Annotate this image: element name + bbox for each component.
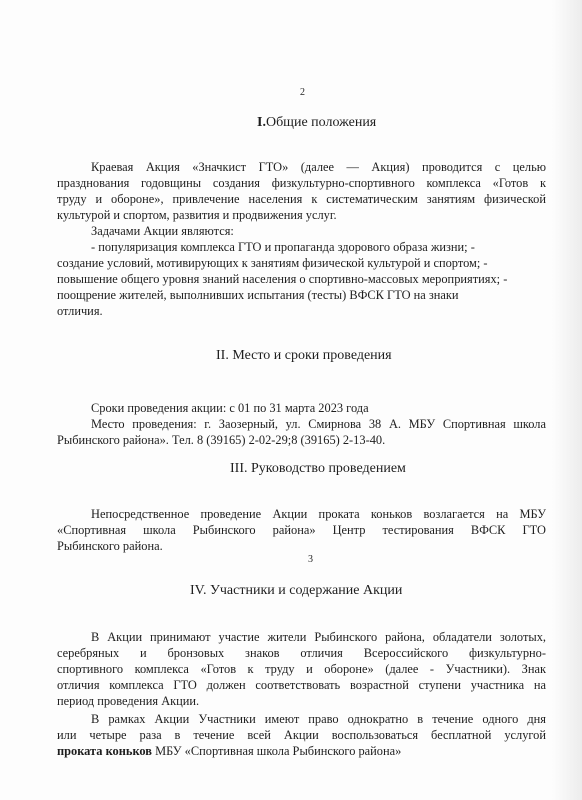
section-1-para-line-2: празднования годовщины создания физкультурно-спортивного комплекса «Готов к <box>57 176 546 190</box>
task-line-1: - популяризация комплекса ГТО и пропаганда здорового образа жизни; - <box>91 240 475 254</box>
task-line-5: отличия. <box>57 304 103 318</box>
task-line-3: повышение общего уровня знаний населения о спортивно-массовых мероприятиях; - <box>57 272 508 286</box>
tasks-intro: Задачами Акции являются: <box>91 224 234 238</box>
section-2-line-2: Место проведения: г. Заозерный, ул. Смирнова 38 А. МБУ Спортивная школа <box>91 417 546 431</box>
section-4-p2-line-3 <box>57 743 401 759</box>
section-1-para-line-1: Краевая Акция «Значкист ГТО» (далее — Акция) проводится с целью <box>91 160 546 174</box>
section-4-p1-line-4: отличия комплекса ГТО должен соответствовать возрастной ступени участника на <box>57 678 546 692</box>
section-4-p2-line-1: В рамках Акции Участники имеют право однократно в течение одного дня <box>91 712 546 726</box>
section-3-line-1: Непосредственное проведение Акции проката коньков возлагается на МБУ <box>91 507 546 521</box>
scan-edge-shadow <box>552 0 582 800</box>
section-2-line-3: Рыбинского района». Тел. 8 (39165) 2-02-29;8 (39165) 2-13-40. <box>57 433 386 447</box>
section-3-line-2: «Спортивная школа Рыбинского района» Центр тестирования ВФСК ГТО <box>57 523 546 537</box>
section-1-title-text: Общие положения <box>265 115 377 130</box>
section-3-line-3: Рыбинского района. <box>57 539 163 553</box>
section-1-para-line-4: культурой и спортом, развития и продвижения услуг. <box>57 208 337 222</box>
section-2-title: II. Место и сроки проведения <box>216 348 392 363</box>
section-4-p2-line-3-rest: МБУ «Спортивная школа Рыбинского района» <box>152 744 402 758</box>
section-4-p1-line-5: период проведения Акции. <box>57 694 200 708</box>
section-4-p1-line-2: серебряных и бронзовых знаков отличия Всероссийского физкультурно- <box>57 646 546 660</box>
section-4-p2-line-2: или четыре раза в течение всей Акции воспользоваться бесплатной услугой <box>57 728 546 742</box>
page-number-3: 3 <box>308 554 313 565</box>
section-4-p1-line-1: В Акции принимают участие жители Рыбинского района, обладатели золотых, <box>91 630 546 644</box>
bold-skate-rental: проката коньков <box>57 744 152 758</box>
section-2-line-1: Сроки проведения акции: с 01 по 31 марта 2023 года <box>91 401 369 415</box>
section-1-para-line-3: труду и обороне», привлечение населения к систематическим занятиям физической <box>57 192 546 206</box>
task-line-2: создание условий, мотивирующих к занятиям физической культурой и спортом; - <box>57 256 488 270</box>
section-4-p1-line-3: спортивного комплекса «Готов к труду и обороне» (далее - Участники). Знак <box>57 662 546 676</box>
section-4-title: IV. Участники и содержание Акции <box>190 583 403 598</box>
section-3-title: III. Руководство проведением <box>230 461 406 476</box>
task-line-4: поощрение жителей, выполнивших испытания (тесты) ВФСК ГТО на знаки <box>57 288 459 302</box>
section-1-number: I. <box>257 115 266 130</box>
page-number-2: 2 <box>300 87 305 98</box>
section-1-title <box>257 115 376 131</box>
